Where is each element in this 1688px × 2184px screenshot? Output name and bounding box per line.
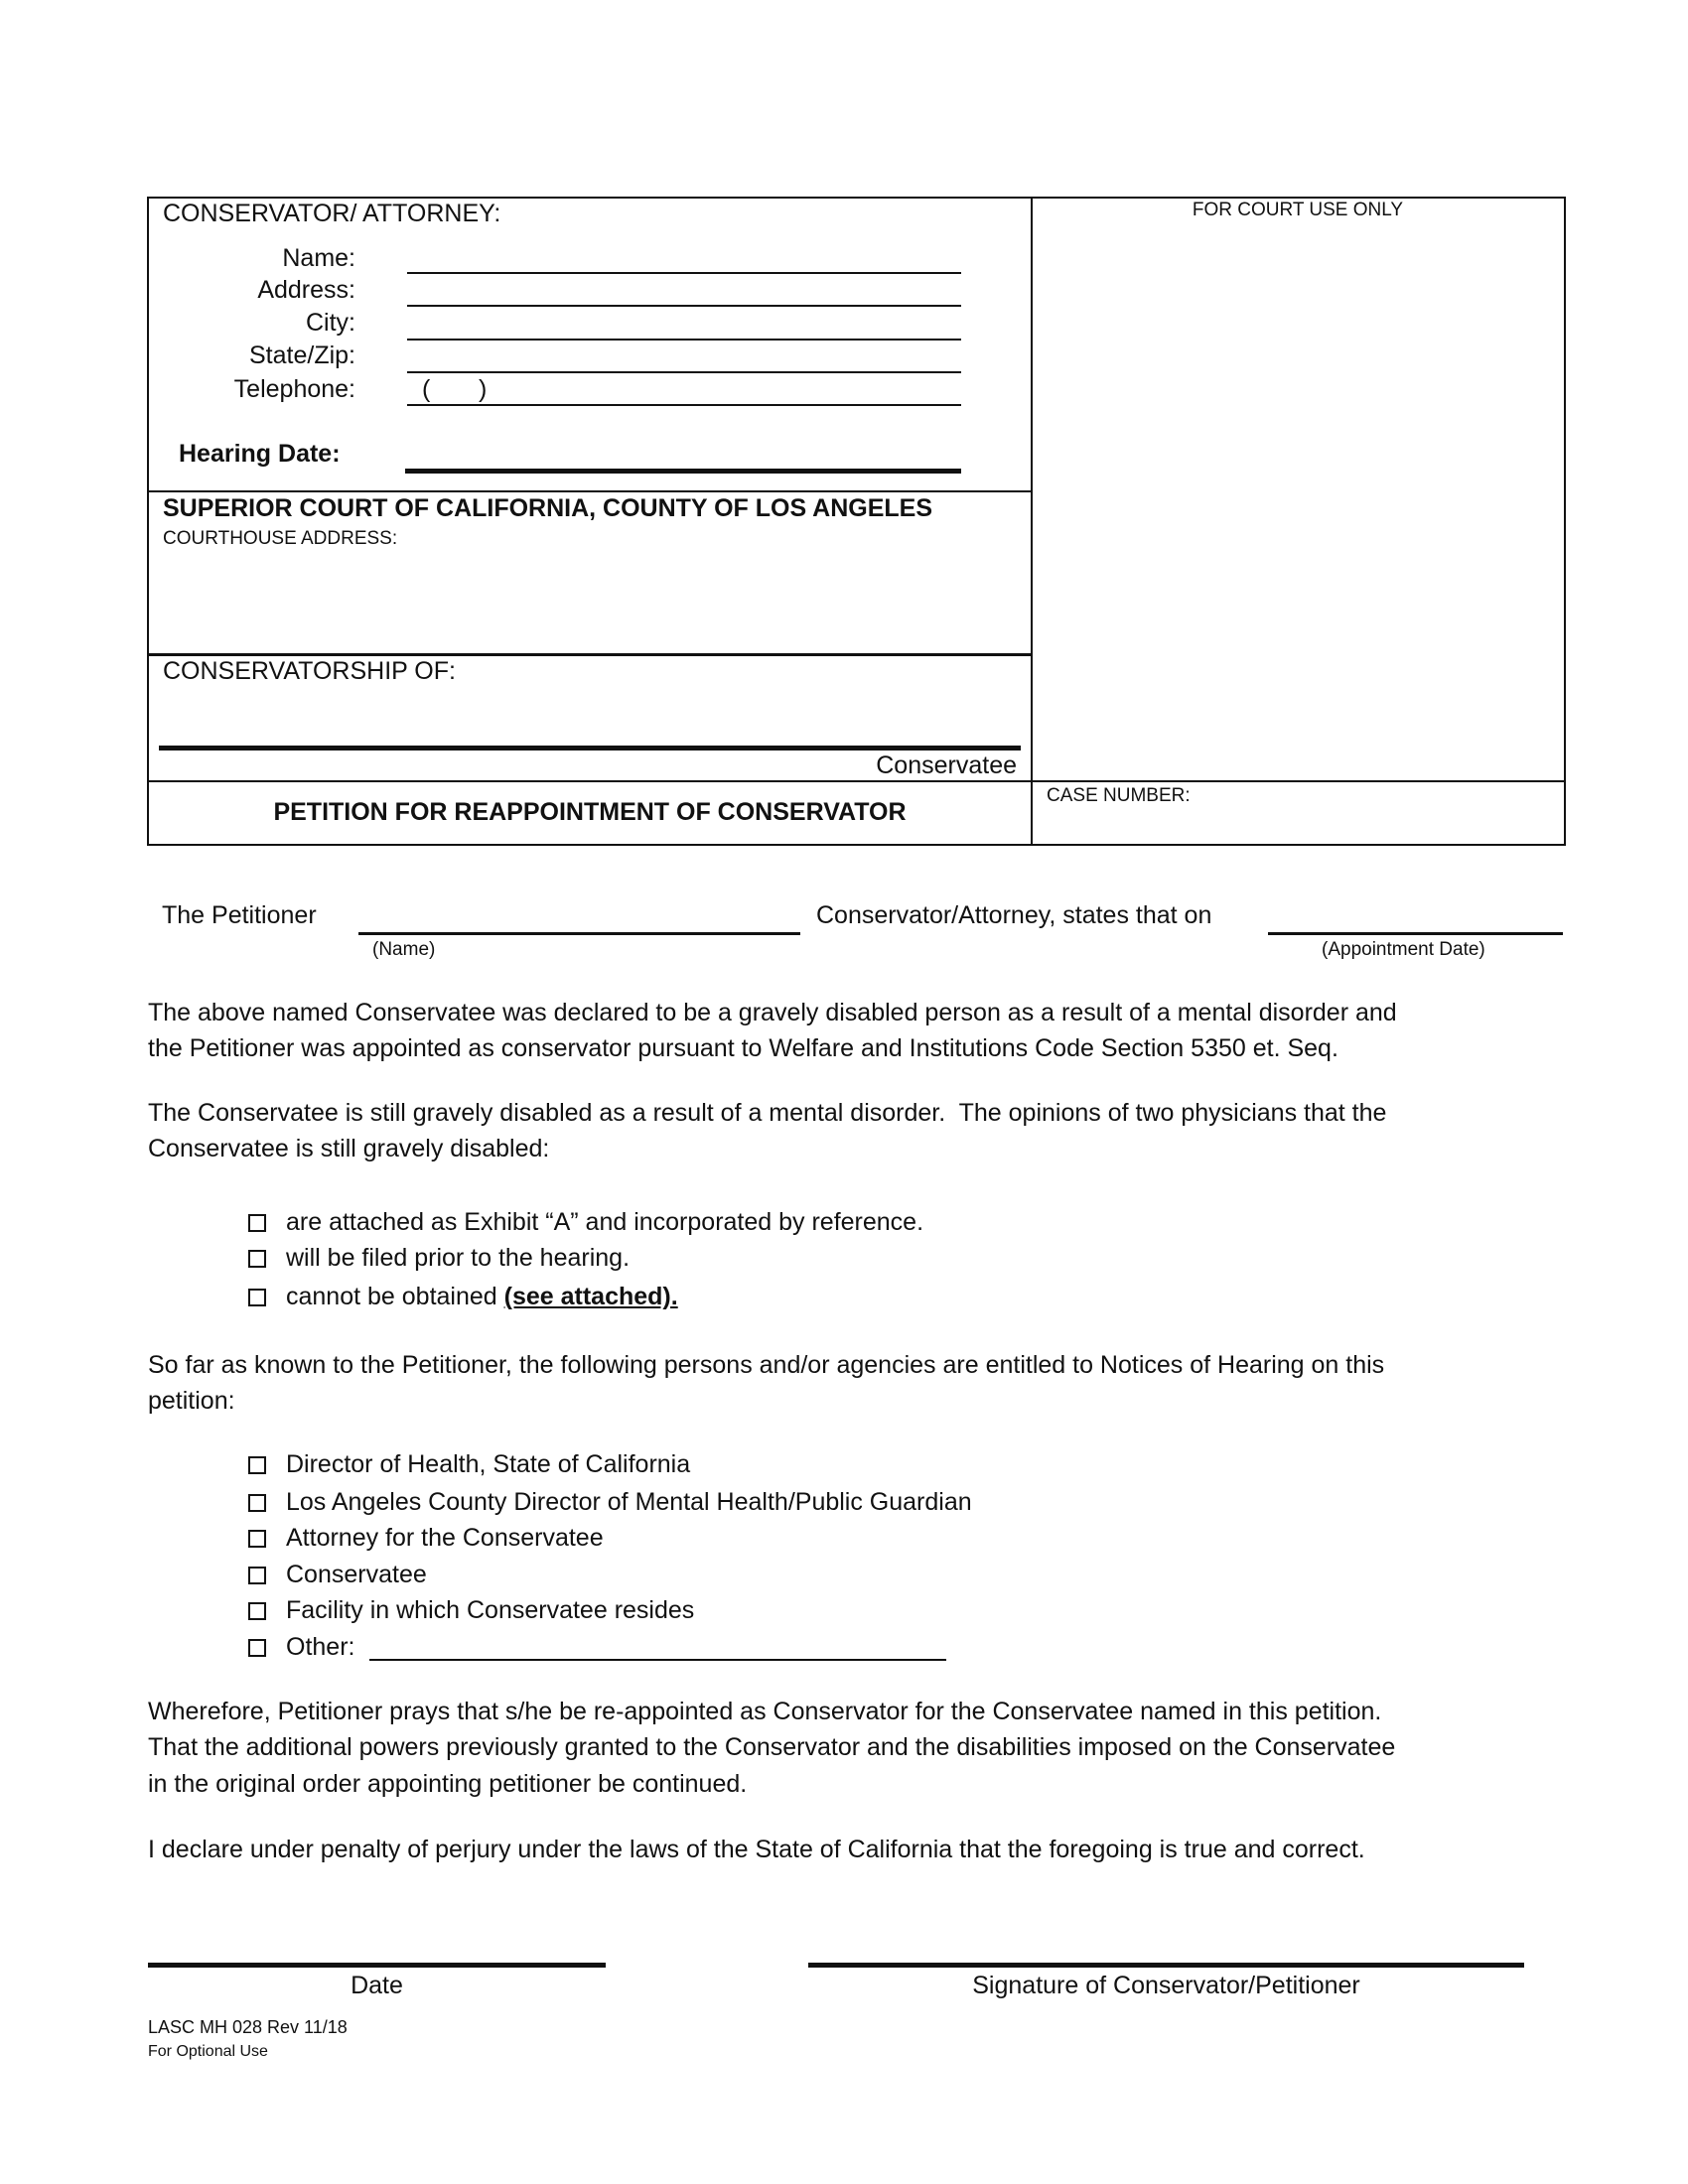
checkbox-facility[interactable] xyxy=(248,1602,266,1620)
conservatee-caption: Conservatee xyxy=(876,751,1017,779)
conservatorship-of-label: CONSERVATORSHIP OF: xyxy=(163,657,456,685)
paragraph-4-line-2: That the additional powers previously granted to the Conservator and the disabilities imposed on the Conservatee xyxy=(148,1733,1396,1761)
checkbox-cannot-be-obtained[interactable] xyxy=(248,1289,266,1306)
paragraph-2-line-1: The Conservatee is still gravely disabled as a result of a mental disorder. The opinions of two physicians that the xyxy=(148,1099,1387,1127)
paragraph-1-line-1: The above named Conservatee was declared to be a gravely disabled person as a result of a mental disorder and xyxy=(148,999,1397,1026)
divider xyxy=(147,490,1032,492)
city-field[interactable] xyxy=(407,339,961,341)
hearing-date-field[interactable] xyxy=(405,469,961,474)
telephone-line xyxy=(407,404,961,406)
state-zip-field[interactable] xyxy=(407,371,961,373)
paragraph-2-line-2: Conservatee is still gravely disabled: xyxy=(148,1135,550,1162)
name-field[interactable] xyxy=(407,272,961,274)
petitioner-middle-text: Conservator/Attorney, states that on xyxy=(816,901,1212,929)
paragraph-1-line-2: the Petitioner was appointed as conservator pursuant to Welfare and Institutions Code Section 5350 et. Seq. xyxy=(148,1034,1338,1062)
checkbox-exhibit-attached[interactable] xyxy=(248,1214,266,1232)
option-cannot-be-obtained xyxy=(286,1282,678,1311)
paragraph-4-line-3: in the original order appointing petitioner be continued. xyxy=(148,1770,748,1798)
name-label: Name: xyxy=(282,244,355,272)
state-zip-label: State/Zip: xyxy=(249,341,355,369)
hearing-date-label: Hearing Date: xyxy=(179,440,341,468)
city-label: City: xyxy=(306,309,355,337)
petitioner-prefix: The Petitioner xyxy=(162,901,317,929)
case-number-label: CASE NUMBER: xyxy=(1047,785,1191,806)
checkbox-other[interactable] xyxy=(248,1639,266,1657)
form-title: PETITION FOR REAPPOINTMENT OF CONSERVATOR xyxy=(273,798,907,826)
declaration: I declare under penalty of perjury under the laws of the State of California that the foregoing is true and correct. xyxy=(148,1836,1365,1863)
paragraph-3-line-1: So far as known to the Petitioner, the following persons and/or agencies are entitled to Notices of Hearing on this xyxy=(148,1351,1385,1379)
option-exhibit-attached: are attached as Exhibit “A” and incorporated by reference. xyxy=(286,1208,924,1236)
checkbox-county-mental-health[interactable] xyxy=(248,1494,266,1512)
date-field[interactable] xyxy=(148,1963,606,1968)
telephone-field[interactable]: ( ) xyxy=(422,375,488,403)
court-name: SUPERIOR COURT OF CALIFORNIA, COUNTY OF LOS ANGELES xyxy=(163,494,933,522)
signature-caption: Signature of Conservator/Petitioner xyxy=(972,1972,1360,1999)
notice-county-mental-health: Los Angeles County Director of Mental Health/Public Guardian xyxy=(286,1488,972,1516)
checkbox-attorney[interactable] xyxy=(248,1530,266,1548)
option-filed-prior: will be filed prior to the hearing. xyxy=(286,1244,631,1272)
address-label: Address: xyxy=(257,276,355,304)
notice-other: Other: xyxy=(286,1633,355,1661)
courthouse-address-label: COURTHOUSE ADDRESS: xyxy=(163,528,398,549)
notice-conservatee: Conservatee xyxy=(286,1561,427,1588)
form-usage: For Optional Use xyxy=(148,2043,268,2060)
checkbox-conservatee[interactable] xyxy=(248,1567,266,1584)
signature-field[interactable] xyxy=(808,1963,1524,1968)
date-caption: Date xyxy=(351,1972,403,1999)
paragraph-3-line-2: petition: xyxy=(148,1387,235,1415)
court-use-label: FOR COURT USE ONLY xyxy=(1192,200,1404,220)
notice-facility: Facility in which Conservatee resides xyxy=(286,1596,695,1624)
conservator-attorney-heading: CONSERVATOR/ ATTORNEY: xyxy=(163,200,501,227)
form-id: LASC MH 028 Rev 11/18 xyxy=(148,2017,348,2037)
see-attached-link[interactable]: (see attached). xyxy=(503,1283,678,1310)
notice-attorney: Attorney for the Conservatee xyxy=(286,1524,604,1552)
name-caption: (Name) xyxy=(372,939,436,960)
checkbox-director-of-health[interactable] xyxy=(248,1456,266,1474)
other-field[interactable] xyxy=(369,1659,946,1661)
divider xyxy=(147,780,1564,782)
notice-director-of-health: Director of Health, State of California xyxy=(286,1450,691,1478)
caption-divider xyxy=(1031,197,1033,844)
checkbox-filed-prior[interactable] xyxy=(248,1250,266,1268)
appointment-date-caption: (Appointment Date) xyxy=(1322,939,1485,960)
paragraph-4-line-1: Wherefore, Petitioner prays that s/he be re-appointed as Conservator for the Conservatee named in this petition. xyxy=(148,1698,1382,1725)
address-field[interactable] xyxy=(407,305,961,307)
option-text: cannot be obtained xyxy=(286,1283,504,1310)
telephone-label: Telephone: xyxy=(233,375,355,403)
